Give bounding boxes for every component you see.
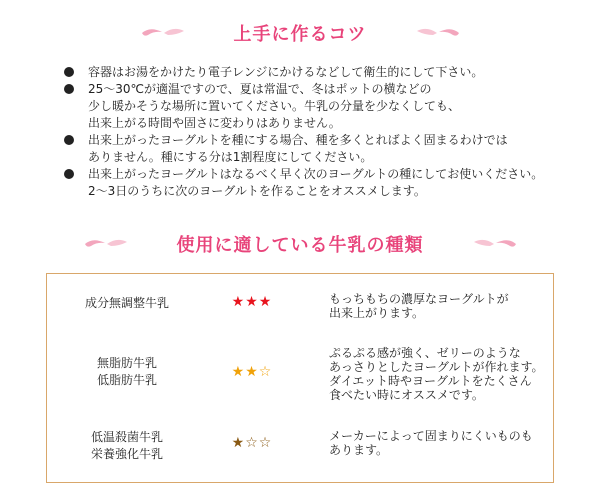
bullet-icon: [64, 169, 74, 179]
bullet-icon: [64, 84, 74, 94]
tip-item: [64, 64, 584, 81]
rating-stars-icon: ★★☆: [231, 364, 273, 380]
tip-line: 容器はお湯をかけたり電子レンジにかけるなどして衛生的にして下さい。: [88, 65, 484, 79]
milk-title: 使用に適している牛乳の種類: [176, 235, 424, 256]
tips-title: 上手に作るコツ: [233, 24, 367, 45]
milk-name-line: 栄養強化牛乳: [90, 447, 163, 461]
section-heading-milk: [0, 229, 600, 259]
milk-description: [329, 346, 549, 402]
wing-right-icon: [415, 26, 461, 40]
milk-name: [47, 355, 207, 389]
rating-stars-icon: ★☆☆: [231, 435, 273, 451]
desc-line: あります。: [329, 443, 389, 457]
desc-line: ダイエット時やヨーグルトをたくさん: [329, 374, 532, 388]
rating-stars-icon: ★★★: [231, 294, 273, 310]
tip-line: 出来上がったヨーグルトはなるべく早く次のヨーグルトの種にしてお使いください。: [88, 167, 544, 181]
desc-line: 食べたい時にオススメです。: [329, 388, 484, 402]
desc-line: もっちもちの濃厚なヨーグルトが: [329, 292, 509, 306]
desc-line: メーカーによって固まりにくいものも: [329, 429, 533, 443]
desc-line: ぷるぷる感が強く、ゼリーのような: [329, 346, 521, 360]
tip-line: ありません。種にする分は1割程度にしてください。: [88, 150, 373, 164]
milk-description: [329, 429, 549, 457]
wing-left-icon: [83, 237, 129, 251]
milk-name: [47, 429, 207, 463]
tip-item: [64, 132, 584, 166]
section-heading-tips: [0, 18, 600, 48]
milk-name-line: 低脂肪牛乳: [96, 373, 157, 387]
wing-right-icon: [472, 237, 518, 251]
tips-list: [64, 64, 584, 200]
milk-name: [47, 295, 207, 312]
milk-name-line: 無脂肪牛乳: [96, 356, 157, 370]
tip-item: [64, 166, 584, 200]
tip-line: 2〜3日のうちに次のヨーグルトを作ることをオススメします。: [88, 184, 426, 198]
desc-line: 出来上がります。: [329, 306, 425, 320]
tip-line: 出来上がったヨーグルトを種にする場合、種を多くとればよく固まるわけでは: [88, 133, 508, 147]
bullet-icon: [64, 67, 74, 77]
wing-left-icon: [140, 26, 186, 40]
tip-line: 出来上がる時間や固さに変わりはありません。: [88, 116, 341, 130]
desc-line: あっさりとしたヨーグルトが作れます。: [329, 360, 544, 374]
milk-name-line: 低温殺菌牛乳: [90, 430, 163, 444]
tip-item: [64, 81, 584, 132]
tip-line: 少し暖かそうな場所に置いてください。牛乳の分量を少なくしても、: [88, 99, 461, 113]
bullet-icon: [64, 135, 74, 145]
milk-description: [329, 292, 549, 320]
milk-table: [46, 273, 554, 483]
tip-line: 25〜30℃が適温ですので、夏は常温で、冬はポットの横などの: [88, 82, 432, 96]
milk-name-line: 成分無調整牛乳: [84, 296, 169, 310]
